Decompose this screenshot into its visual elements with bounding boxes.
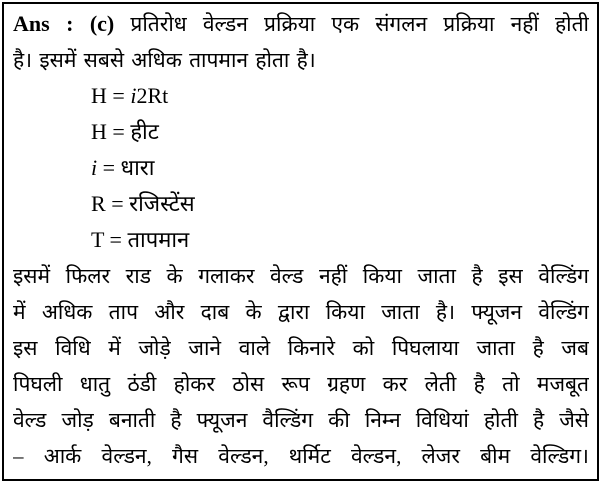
formula-h-definition: [13, 114, 589, 150]
equals-sign: =: [112, 119, 125, 144]
formula-heat-equation: [13, 78, 589, 114]
intro-line-2: है। इसमें सबसे अधिक तापमान होता है।: [13, 48, 316, 72]
formula-lhs: H: [91, 83, 107, 108]
paragraph-line-6: – आर्क वेल्डन, गैस वेल्डन, थर्मिट वेल्डन, लेजर बीम वेल्डिग।: [13, 444, 589, 468]
paragraph-line-1: इसमें फिलर राड के गलाकर वेल्ड नहीं किया जाता है इस वेल्डिंग: [13, 264, 589, 288]
equals-sign: =: [112, 83, 125, 108]
formula-rhs: धारा: [120, 155, 155, 180]
paragraph-line-2: में अधिक ताप और दाब के द्वारा किया जाता है। फ्यूजन वेल्डिंग: [13, 300, 589, 324]
formula-current-symbol: i: [130, 83, 137, 108]
formula-lhs: T: [91, 227, 105, 252]
answer-box: [2, 2, 599, 481]
answer-label: Ans : (c): [13, 11, 115, 36]
formula-rhs: हीट: [130, 119, 159, 144]
paragraph-line-4: पिघली धातु ठंडी होकर ठोस रूप ग्रहण कर लेती है तो मजबूत: [13, 372, 589, 396]
equals-sign: =: [111, 191, 124, 216]
formula-t-definition: [13, 222, 589, 258]
formula-rhs: रजिस्टेंस: [129, 191, 195, 216]
formula-r-definition: [13, 186, 589, 222]
equals-sign: =: [102, 155, 116, 180]
paragraph-line-3: इस विधि में जोड़े जाने वाले किनारे को पिघलाया जाता है जब: [13, 336, 589, 360]
intro-line-1: [13, 6, 589, 42]
intro-text-1: प्रतिरोध वेल्डन प्रक्रिया एक संगलन प्रक्रिया नहीं होती: [130, 12, 589, 36]
equals-sign: =: [109, 227, 122, 252]
formula-lhs-current-symbol: i: [91, 155, 98, 180]
formula-lhs: R: [91, 191, 106, 216]
formula-i-definition: [13, 150, 589, 186]
paragraph-line-5: वेल्ड जोड़ बनाती है फ्यूजन वैल्डिंग की निम्न विधियां होती है जैसे: [13, 408, 589, 432]
formula-lhs: H: [91, 119, 107, 144]
formula-rhs: 2Rt: [136, 83, 169, 108]
formula-rhs: तापमान: [127, 227, 190, 252]
